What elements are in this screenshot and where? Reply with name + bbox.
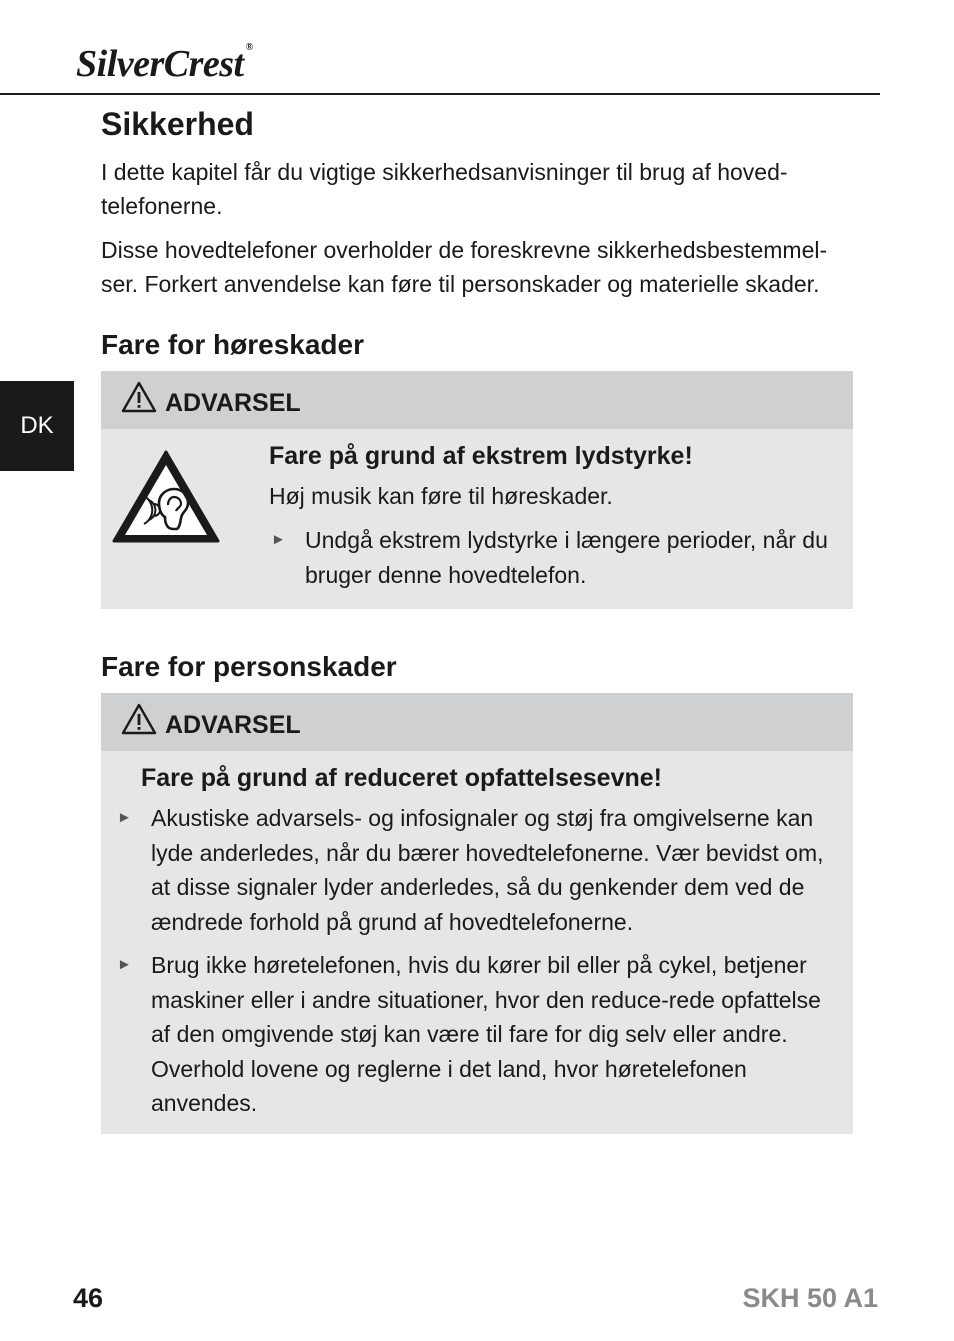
page-number: 46 <box>73 1283 104 1313</box>
personal-warning-box <box>101 693 853 1134</box>
hearing-warning-sign-icon <box>111 449 221 545</box>
list-item-text: Brug ikke høretelefonen, hvis du kører bil eller på cykel, betjener maskiner eller i andre situationer, hvor den reduce-rede opfattelse af den omgivende støj kan være til fare for dig selv eller andre. Overhold lovene og reglerne i det land, hvor høretelefonen anvendes. <box>151 952 821 1116</box>
warning-title: Fare på grund af reduceret opfattelsesevne! <box>141 764 662 792</box>
warning-triangle-icon <box>121 381 157 413</box>
list-item-text: Akustiske advarsels- og infosignaler og støj fra omgivelserne kan lyde anderledes, når du bærer hovedtelefonerne. Vær bevidst om, at disse signaler lyder anderledes, så du genkender dem ved de ændrede forhold på grund af hovedtelefonerne. <box>151 805 824 935</box>
warning-title: Fare på grund af ekstrem lydstyrke! <box>269 442 693 470</box>
registered-mark: ® <box>245 42 253 53</box>
intro-paragraph-2: Disse hovedtelefoner overholder de foreskrevne sikkerhedsbestemmel-ser. Forkert anvendelse kan føre til personskader og materielle skader. <box>101 237 828 297</box>
warning-text <box>269 439 837 601</box>
list-item <box>115 801 837 939</box>
brand-name: SilverCrest <box>76 43 244 85</box>
hearing-warning-box <box>101 371 853 609</box>
warning-header <box>101 693 853 751</box>
warning-label: ADVARSEL <box>165 710 301 739</box>
warning-description: Høj musik kan føre til høreskader. <box>269 483 613 509</box>
personal-heading: Fare for personskader <box>101 651 397 682</box>
arrow-bullet-icon: ► <box>271 531 286 548</box>
brand-logo <box>76 42 253 86</box>
warning-body <box>101 429 853 609</box>
list-item <box>269 523 837 592</box>
list-item-text: Undgå ekstrem lydstyrke i længere perioder, når du bruger denne hovedtelefon. <box>305 527 828 588</box>
language-tab: DK <box>0 381 74 471</box>
warning-triangle-icon <box>121 703 157 735</box>
section-title: Sikkerhed <box>101 106 254 142</box>
header-rule <box>0 93 880 95</box>
warning-header <box>101 371 853 429</box>
arrow-bullet-icon: ► <box>117 809 132 826</box>
hearing-heading: Fare for høreskader <box>101 329 364 360</box>
page-content <box>101 100 853 1134</box>
list-item <box>115 948 837 1121</box>
warning-label: ADVARSEL <box>165 388 301 417</box>
intro-paragraph-1: I dette kapitel får du vigtige sikkerhedsanvisninger til brug af hoved-telefonerne. <box>101 159 788 219</box>
warning-body <box>101 751 853 1134</box>
arrow-bullet-icon: ► <box>117 956 132 973</box>
model-number: SKH 50 A1 <box>742 1283 878 1313</box>
